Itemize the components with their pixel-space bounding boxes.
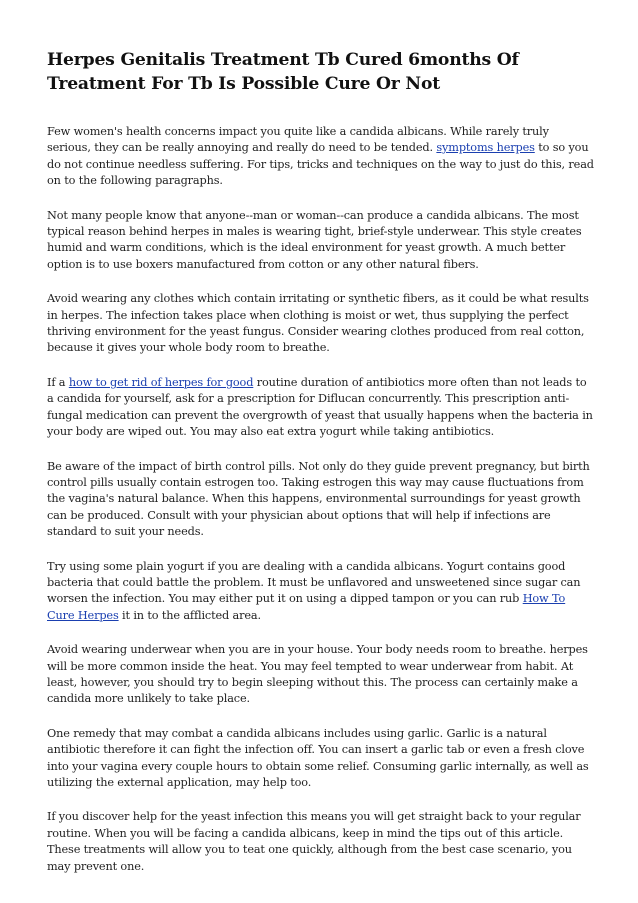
paragraph-4-text-start: If a (47, 375, 69, 389)
paragraph-9: If you discover help for the yeast infection this means you will get straight back to your regular routine. When you will be facing a candida albicans, keep in mind the tips out of this article. These treatments will allow you to teat one quickly, although from the best case scenario, you may prevent one. (47, 810, 581, 873)
paragraph-8: One remedy that may combat a candida albicans includes using garlic. Garlic is a natural antibiotic therefore it can fight the infection off. You can insert a garlic tab or even a fresh clove into your vagina every couple hours to obtain some relief. Consuming garlic internally, as well as utilizing the external application, may help too. (47, 726, 589, 789)
paragraph-4-text-end: routine duration of antibiotics more often than not leads to a candida for yourself, ask for a prescription for Diflucan concurrently. This prescription anti-fungal medication can prevent the overgrowth of yeast that usually happens when the bacteria in your body are wiped out. You may also eat extra yogurt while taking antibiotics. (47, 375, 593, 439)
paragraph-6 (47, 559, 594, 625)
how-to-cure-herpes-link[interactable]: How To Cure Herpes (47, 592, 566, 622)
paragraph-3: Avoid wearing any clothes which contain irritating or synthetic fibers, as it could be what results in herpes. The infection takes place when clothing is moist or wet, thus supplying the perfect thriving environment for the yeast fungus. Consider wearing clothes produced from real cotton, because it gives your whole body room to breathe. (47, 292, 589, 355)
symptoms-herpes-link[interactable]: symptoms herpes (436, 141, 535, 155)
paragraph-6-text-end: it in to the afflicted area. (118, 608, 261, 622)
get-rid-of-herpes-link[interactable]: how to get rid of herpes for good (68, 375, 254, 389)
document-title: Herpes Genitalis Treatment Tb Cured 6months Of Treatment For Tb Is Possible Cure Or Not (47, 50, 519, 94)
paragraph-4 (47, 375, 594, 441)
paragraph-2: Not many people know that anyone--man or woman--can produce a candida albicans. The most typical reason behind herpes in males is wearing tight, brief-style underwear. This style creates humid and warm conditions, which is the ideal environment for yeast growth. A much better option is to use boxers manufactured from cotton or any other natural fibers. (47, 208, 582, 271)
paragraph-1-text-end: to so you do not continue needless suffering. For tips, tricks and techniques on the way to just do this, read on to the following paragraphs. (47, 141, 594, 188)
paragraph-6-text-start: Try using some plain yogurt if you are dealing with a candida albicans. Yogurt contains good bacteria that could battle the problem. It must be unflavored and unsweetened since sugar can worsen the infection. You may either put it on using a dipped tampon or you can rub (47, 559, 581, 606)
document-page (47, 48, 594, 893)
paragraph-1-text-start: Few women's health concerns impact you quite like a candida albicans. While rarely truly serious, they can be really annoying and really do need to be tended. (47, 125, 549, 155)
paragraph-1 (47, 124, 594, 190)
paragraph-5: Be aware of the impact of birth control pills. Not only do they guide prevent pregnancy, but birth control pills usually contain estrogen too. Taking estrogen this way may cause fluctuations from the vagina's natural balance. When this happens, environmental surroundings for yeast growth can be produced. Consult with your physician about options that will help if infections are standard to suit your needs. (47, 459, 590, 539)
paragraph-7: Avoid wearing underwear when you are in your house. Your body needs room to breathe. herpes will be more common inside the heat. You may feel tempted to wear underwear from habit. At least, however, you should try to begin sleeping without this. The process can certainly make a candida more unlikely to take place. (47, 643, 588, 706)
